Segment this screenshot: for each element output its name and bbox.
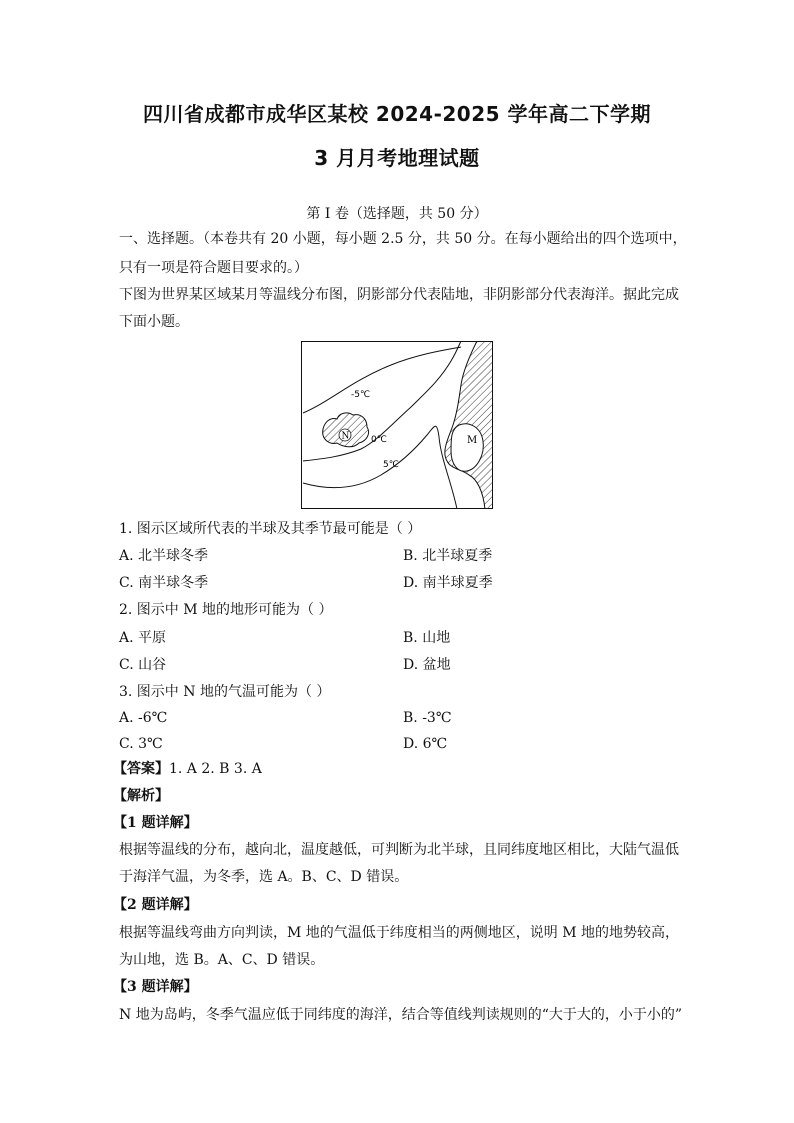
question-3-option-c: C. 3℃ xyxy=(119,736,163,752)
label-point-n: N xyxy=(341,431,350,442)
label-iso-zero: 0℃ xyxy=(371,435,387,445)
q2-detail-line1: 根据等温线弯曲方向判读，M 地的气温低于纬度相当的两侧地区，说明 M 地的地势较高， xyxy=(119,925,680,941)
question-1-stem: 1. 图示区域所代表的半球及其季节最可能是（ ） xyxy=(119,521,422,537)
question-3-option-d: D. 6℃ xyxy=(403,736,448,752)
q2-detail-line2: 为山地，选 B。A、C、D 错误。 xyxy=(119,952,325,968)
isotherm-map xyxy=(301,341,493,509)
question-2-stem: 2. 图示中 M 地的地形可能为（ ） xyxy=(119,602,333,618)
question-1-option-d: D. 南半球夏季 xyxy=(403,575,493,591)
intro-line2: 下面小题。 xyxy=(119,314,189,330)
instructions-line1: 一、选择题。（本卷共有 20 小题，每小题 2.5 分，共 50 分。在每小题给出的四个选项中， xyxy=(119,231,687,247)
question-2-option-b: B. 山地 xyxy=(403,630,451,646)
instructions-line2: 只有一项是符合题目要求的。） xyxy=(119,260,308,276)
answer-row xyxy=(113,760,262,778)
question-1-option-c: C. 南半球冬季 xyxy=(119,575,209,591)
question-2-option-d: D. 盆地 xyxy=(403,657,451,673)
q1-detail-line1: 根据等温线的分布，越向北，温度越低，可判断为北半球，且同纬度地区相比，大陆气温低 xyxy=(119,842,679,858)
q3-detail-line1: N 地为岛屿，冬季气温应低于同纬度的海洋，结合等值线判读规则的“大于大的，小于小的” xyxy=(119,1007,683,1023)
question-3-option-a: A. -6℃ xyxy=(119,710,168,726)
q1-detail-heading: 【1 题详解】 xyxy=(113,815,198,831)
question-2-option-c: C. 山谷 xyxy=(119,657,167,673)
answer-label: 【答案】 xyxy=(113,761,169,777)
answer-text: 1. A 2. B 3. A xyxy=(169,761,262,777)
q3-detail-heading: 【3 题详解】 xyxy=(113,979,198,995)
label-point-m: M xyxy=(467,435,478,446)
document-title-line1: 四川省成都市成华区某校 2024-2025 学年高二下学期 xyxy=(142,102,652,126)
question-3-option-b: B. -3℃ xyxy=(403,710,452,726)
document-title-line2: 3 月月考地理试题 xyxy=(314,146,480,170)
intro-line1: 下图为世界某区域某月等温线分布图，阴影部分代表陆地，非阴影部分代表海洋。据此完成 xyxy=(119,287,679,303)
question-1-option-b: B. 北半球夏季 xyxy=(403,548,493,564)
q2-detail-heading: 【2 题详解】 xyxy=(113,897,198,913)
label-iso-minus5: -5℃ xyxy=(351,390,371,400)
analysis-label: 【解析】 xyxy=(113,788,169,804)
label-iso-five: 5℃ xyxy=(383,460,399,470)
section-heading: 第 I 卷（选择题，共 50 分） xyxy=(306,206,488,222)
question-2-option-a: A. 平原 xyxy=(119,630,167,646)
q1-detail-line2: 于海洋气温，为冬季，选 A。B、C、D 错误。 xyxy=(119,869,409,885)
question-1-option-a: A. 北半球冬季 xyxy=(119,548,209,564)
question-3-stem: 3. 图示中 N 地的气温可能为（ ） xyxy=(119,684,331,700)
